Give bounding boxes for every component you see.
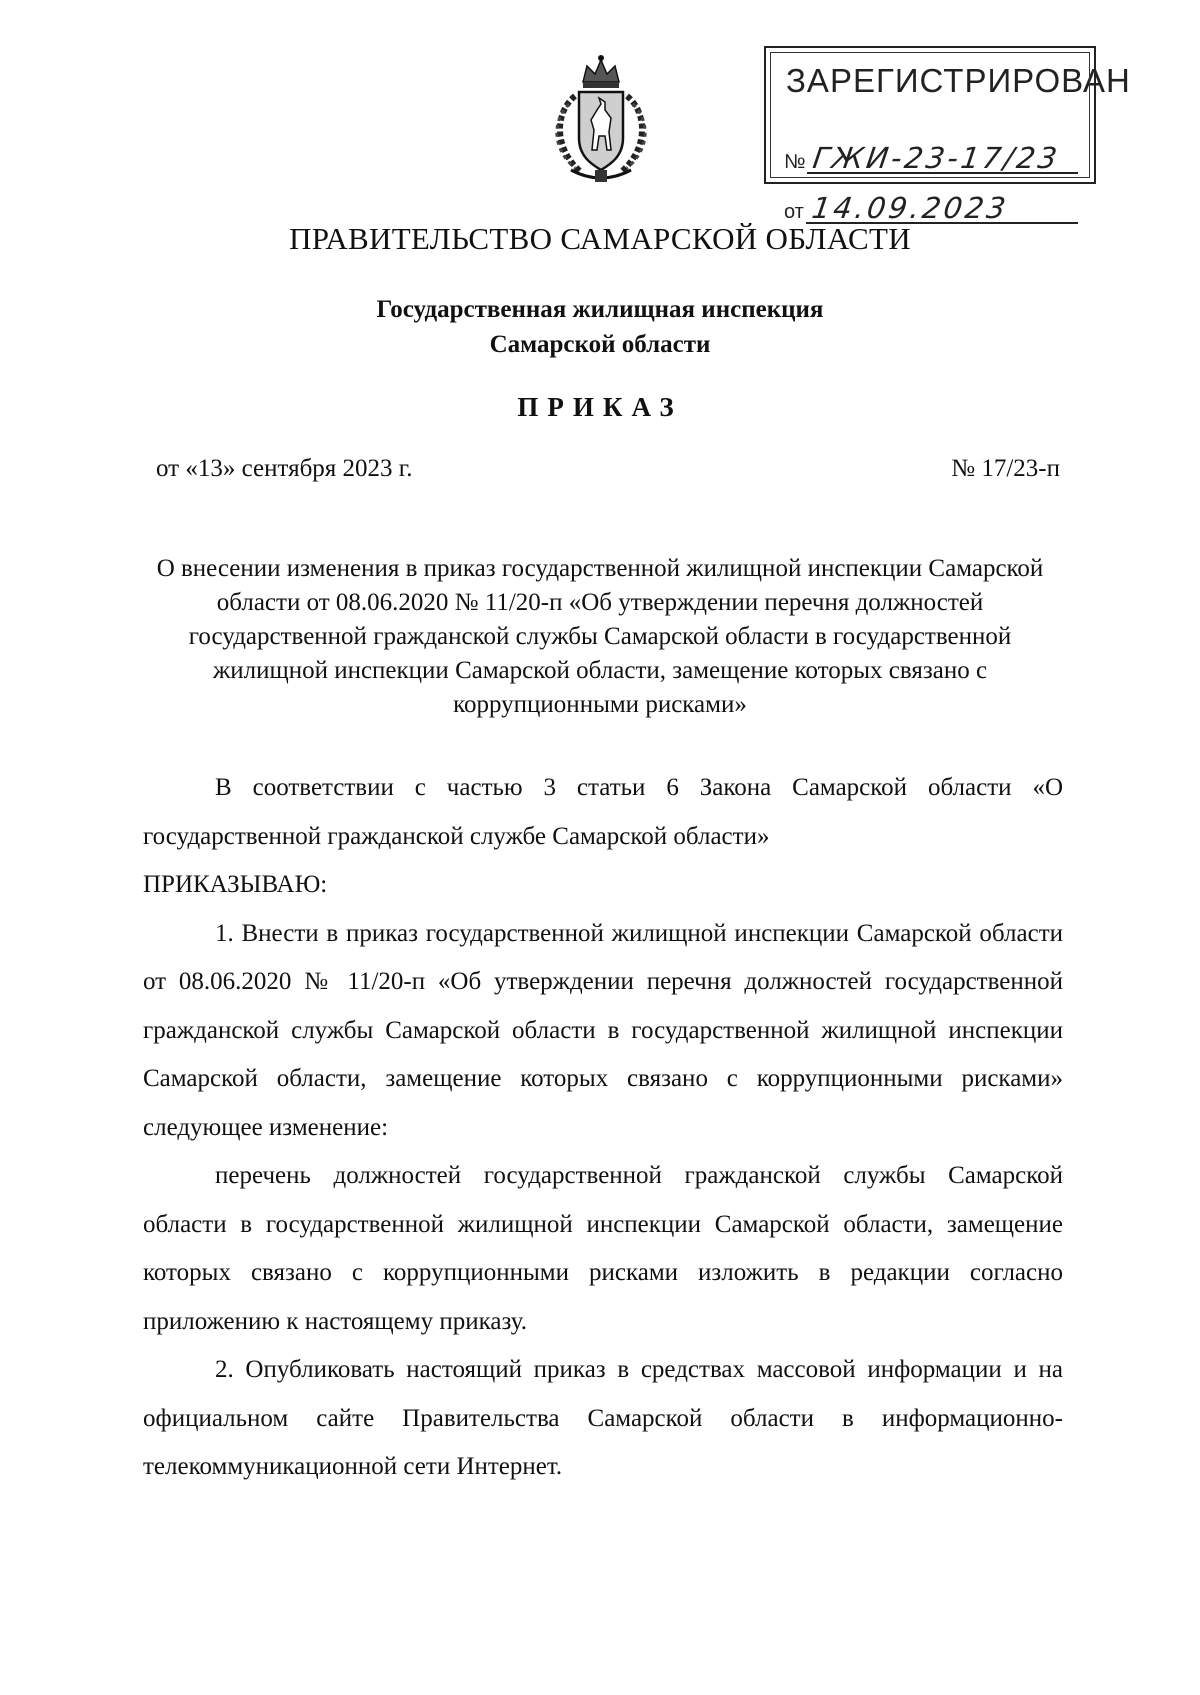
stamp-title: ЗАРЕГИСТРИРОВАН: [786, 62, 1131, 99]
organization-line-1: Государственная жилищная инспекция: [376, 296, 824, 323]
stamp-date-label: от: [784, 201, 804, 223]
item-1-detail-paragraph: перечень должностей государственной гражданской службы Самарской области в государственной жилищной инспекции Самарской области, замещение которых связано с коррупционными рисками изложить в редакции согласно приложению к настоящему приказу.: [143, 1162, 1063, 1335]
government-title: ПРАВИТЕЛЬСТВО САМАРСКОЙ ОБЛАСТИ: [289, 221, 911, 256]
stamp-number-label: №: [784, 151, 806, 173]
document-subject: О внесении изменения в приказ государственной жилищной инспекции Самарской области от 08.06.2020 № 11/20-п «Об утверждении перечня должностей государственной гражданской службы Самарской области в государственной жилищной инспекции Самарской области, замещение которых связано с коррупционными рисками»: [156, 555, 1044, 718]
document-number: № 17/23-п: [951, 455, 1060, 482]
coat-of-arms-emblem: [545, 52, 657, 184]
command-paragraph: ПРИКАЗЫВАЮ:: [143, 871, 328, 898]
organization-name: [0, 292, 1200, 362]
stamp-number-value: ГЖИ-23-17/23: [807, 144, 1082, 174]
document-type-heading: ПРИКАЗ: [517, 392, 683, 422]
stamp-date-row: [784, 191, 1080, 225]
item-1-paragraph: 1. Внести в приказ государственной жилищной инспекции Самарской области от 08.06.2020 № 11/20-п «Об утверждении перечня должностей государственной гражданской службы Самарской области в государственной жилищной инспекции Самарской области, замещение которых связано с коррупционными рисками» следующее изменение:: [143, 919, 1063, 1141]
stamp-date-value: 14.09.2023: [806, 194, 1082, 224]
document-date: от «13» сентября 2023 г.: [156, 455, 413, 482]
item-2-paragraph: 2. Опубликовать настоящий приказ в средствах массовой информации и на официальном сайте Правительства Самарской области в информационно-телекоммуникационной сети Интернет.: [143, 1356, 1063, 1480]
organization-line-2: Самарской области: [489, 331, 711, 358]
registration-stamp: [764, 46, 1131, 225]
stamp-number-row: [784, 141, 1080, 175]
document-body: [143, 764, 1063, 1492]
preamble-paragraph: В соответствии с частью 3 статьи 6 Закона Самарской области «О государственной гражданской службе Самарской области»: [143, 774, 1063, 850]
